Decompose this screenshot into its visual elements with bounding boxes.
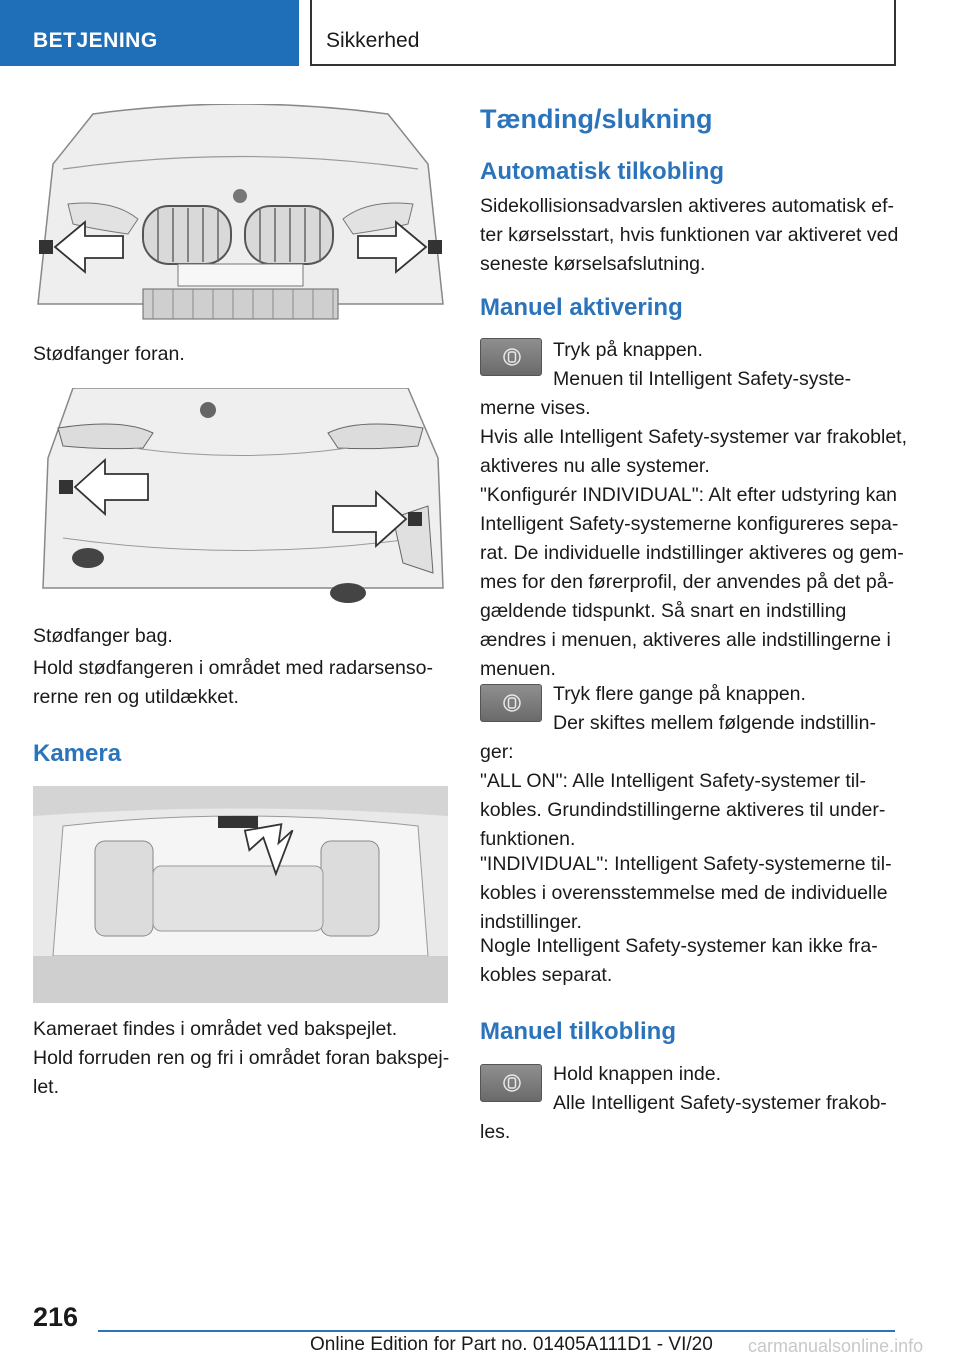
- text-line: "Konfigurér INDIVIDUAL": Alt efter udstyring kan: [480, 484, 898, 506]
- text-line: kobles i overensstemmelse med de individuelle: [480, 882, 888, 904]
- page-number: 216: [33, 1302, 79, 1332]
- text-line: Hold forruden ren og fri i området foran bakspej-: [33, 1047, 450, 1069]
- paragraph-clean-bumper: [33, 654, 433, 712]
- heading-ignition: Tænding/slukning: [480, 104, 713, 134]
- paragraph-individual: [480, 850, 892, 937]
- camera-illustration: [33, 786, 448, 1003]
- camera-figure: [33, 786, 448, 1003]
- paragraph-all-on: [480, 767, 885, 854]
- safety-button-icon: [480, 684, 542, 722]
- heading-automatic: Automatisk tilkobling: [480, 158, 725, 185]
- step-switch-settings-cont: ger:: [480, 741, 514, 763]
- text-line: rat. De individuelle indstillinger aktiveres og gem-: [480, 542, 904, 564]
- paragraph-automatic: [480, 192, 898, 279]
- step-switch-settings: Der skiftes mellem følgende indstillin-: [553, 712, 876, 734]
- text-line: "INDIVIDUAL": Intelligent Safety-systemerne til-: [480, 853, 892, 875]
- step-all-disabled: Alle Intelligent Safety-systemer frakob-: [553, 1092, 887, 1114]
- text-line: menuen.: [480, 658, 556, 680]
- watermark: carmanualsonline.info: [748, 1336, 924, 1356]
- footer-edition: Online Edition for Part no. 01405A111D1 - VI/20: [310, 1334, 713, 1355]
- caption-front-bumper: Stødfanger foran.: [33, 343, 185, 365]
- step-press-repeatedly: Tryk flere gange på knappen.: [553, 683, 806, 705]
- text-line: Hold stødfangeren i området med radarsenso-: [33, 657, 433, 679]
- text-line: mes for den førerprofil, der anvendes på det på-: [480, 571, 895, 593]
- text-line: ter kørselsstart, hvis funktionen var aktiveret ved: [480, 224, 899, 246]
- safety-button-icon: [480, 338, 542, 376]
- paragraph-camera-location: Kameraet findes i området ved bakspejlet.: [33, 1018, 398, 1040]
- text-line: gældende tidspunkt. Så snart en indstilling: [480, 600, 847, 622]
- text-line: Sidekollisionsadvarslen aktiveres automatisk ef-: [480, 195, 895, 217]
- step-menu-shown: Menuen til Intelligent Safety-syste-: [553, 368, 852, 390]
- front-bumper-illustration: [33, 104, 448, 328]
- car-safety-icon: [503, 346, 521, 368]
- text-line: ændres i menuen, aktiveres alle indstillingerne i: [480, 629, 891, 651]
- footer-divider: [98, 1330, 895, 1332]
- paragraph-camera-clean: [33, 1044, 449, 1102]
- safety-button-icon: [480, 1064, 542, 1102]
- text-line: rerne ren og utildækket.: [33, 686, 239, 708]
- text-line: kobles separat.: [480, 964, 613, 986]
- text-line: "ALL ON": Alle Intelligent Safety-systemer til-: [480, 770, 866, 792]
- rear-bumper-figure: [33, 388, 448, 606]
- chapter-title: Sikkerhed: [326, 29, 420, 52]
- text-line: kobles. Grundindstillingerne aktiveres til under-: [480, 799, 886, 821]
- rear-bumper-illustration: [33, 388, 448, 606]
- heading-manual-activation: Manuel aktivering: [480, 294, 683, 321]
- step-all-disabled-cont: les.: [480, 1121, 511, 1143]
- step-menu-shown-cont: merne vises.: [480, 397, 591, 419]
- car-safety-icon: [503, 1072, 521, 1094]
- caption-rear-bumper: Stødfanger bag.: [33, 625, 173, 647]
- chapter-tab: [310, 0, 896, 66]
- text-line: Hvis alle Intelligent Safety-systemer var frakoblet,: [480, 426, 908, 448]
- text-line: seneste kørselsafslutning.: [480, 253, 706, 275]
- front-bumper-figure: [33, 104, 448, 328]
- text-line: let.: [33, 1076, 60, 1098]
- text-line: indstillinger.: [480, 911, 582, 933]
- heading-manual-off: Manuel tilkobling: [480, 1018, 676, 1045]
- text-line: funktionen.: [480, 828, 576, 850]
- text-line: Intelligent Safety-systemerne konfigureres sepa-: [480, 513, 899, 535]
- text-line: aktiveres nu alle systemer.: [480, 455, 710, 477]
- step-hold-button: Hold knappen inde.: [553, 1063, 722, 1085]
- section-title: BETJENING: [33, 29, 158, 52]
- text-line: Nogle Intelligent Safety-systemer kan ikke fra-: [480, 935, 878, 957]
- paragraph-configure-individual: [480, 481, 904, 684]
- heading-camera: Kamera: [33, 740, 122, 767]
- car-safety-icon: [503, 692, 521, 714]
- section-tab: [0, 0, 299, 66]
- paragraph-some-systems: [480, 932, 878, 990]
- paragraph-all-disabled: [480, 423, 907, 481]
- step-press-button: Tryk på knappen.: [553, 339, 703, 361]
